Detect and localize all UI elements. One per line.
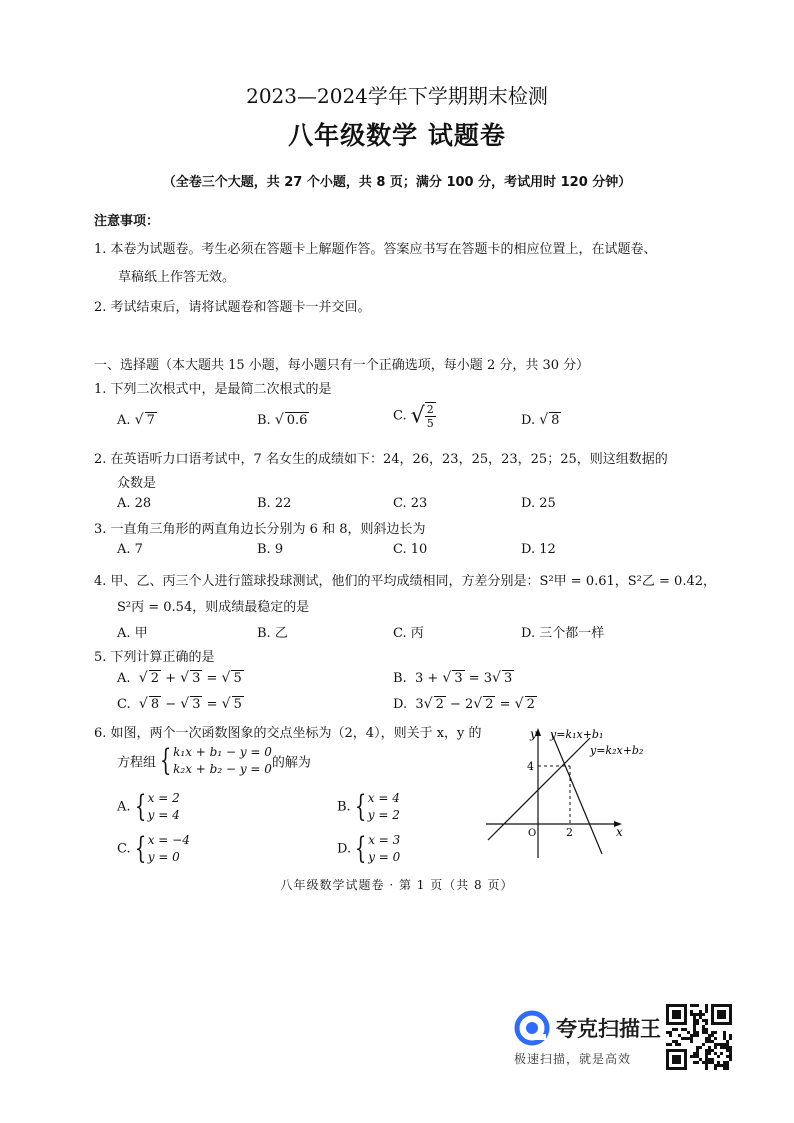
tick-label-2: 2 [566,826,573,839]
q2-option-d: D. 25 [521,496,556,511]
exam-subject-title: 八年级数学 试题卷 [288,121,506,150]
watermark-slogan: 极速扫描，就是高效 [514,1052,632,1066]
notice-item-2: 2. 考试结束后，请将试题卷和答题卡一并交回。 [94,300,371,315]
q6-stem-line-2: 方程组 { k₁x + b₁ − y = 0 k₂x + b₂ − y = 0 的解为 [117,743,311,778]
q1-option-a: A. √ 7 [117,412,155,428]
q1-option-d: D. √ 8 [521,412,560,428]
q2-stem-line-1: 2. 在英语听力口语考试中，7 名女生的成绩如下：24，26，23，25，23，25；25，则这组数据的 [94,452,668,467]
q6-equation-1: k₁x + b₁ − y = 0 [173,745,272,759]
q6-function-graph [478,722,648,862]
q4-option-a: A. 甲 [117,626,148,641]
q2-option-b: B. 22 [257,496,292,511]
variance-yi: S²乙 = 0.42， [627,574,717,589]
q2-option-a: A. 28 [117,496,152,511]
exam-info: （全卷三个大题，共 27 个小题，共 8 页；满分 100 分，考试用时 120 分钟） [162,175,632,190]
notice-item-1-line-1: 1. 本卷为试题卷。考生必须在答题卡上解题作答。答案应书写在答题卡的相应位置上，在试题卷、 [94,242,657,257]
variance-jia: S²甲 = 0.61， [539,574,628,589]
q6-equation-2: k₂x + b₂ − y = 0 [173,762,272,776]
watermark-brand: 夸克扫描王 [556,1017,661,1041]
q5-option-d: D. 3√ 2 − 2√ 2 = √ 2 [393,696,535,712]
q6-option-d: D. { x = 3 y = 0 [337,831,401,866]
origin-label: O [528,828,537,839]
q6-option-c: C. { x = −4 y = 0 [117,831,190,866]
x-axis-label: x [616,825,623,839]
q1-option-b: B. √ 0.6 [257,412,308,428]
q3-option-a: A. 7 [117,542,143,557]
q3-option-c: C. 10 [393,542,428,557]
q6-stem-line-1: 6. 如图，两个一次函数图象的交点坐标为（2，4），则关于 x，y 的 [94,726,482,741]
q5-stem: 5. 下列计算正确的是 [94,650,215,665]
q1-stem: 1. 下列二次根式中，是最简二次根式的是 [94,382,332,397]
q4-stem-line-1: 4. 甲、乙、丙三个人进行篮球投球测试，他们的平均成绩相同，方差分别是：S²甲 = 0.61，S²乙 = 0.42， [94,574,717,589]
q1-option-c: C. √ $\frac{2}{5}$ [393,403,434,430]
quark-scanner-logo-icon [514,1010,550,1046]
y-axis-label: y [530,727,537,741]
q4-option-b: B. 乙 [257,626,288,641]
q6-option-b: B. { x = 4 y = 2 [337,789,400,824]
tick-label-4: 4 [527,760,534,773]
page-footer: 八年级数学试题卷 · 第 1 页（共 8 页） [280,878,514,892]
exam-year-title: 2023—2024学年下学期期末检测 [246,84,548,108]
q5-option-b: B. 3 + √ 3 = 3√ 3 [393,670,513,686]
q5-option-c: C. √ 8 − √ 3 = √ 5 [117,696,242,712]
q3-stem: 3. 一直角三角形的两直角边长分别为 6 和 8，则斜边长为 [94,522,426,537]
notice-heading: 注意事项： [94,214,160,229]
q3-option-d: D. 12 [521,542,556,557]
qr-code-icon [666,1004,732,1070]
notice-item-1-line-2: 草稿纸上作答无效。 [118,270,236,285]
q2-stem-line-2: 众数是 [117,476,157,491]
q2-option-c: C. 23 [393,496,428,511]
q4-option-d: D. 三个都一样 [521,626,605,641]
q6-option-a: A. { x = 2 y = 4 [117,789,180,824]
q5-option-a: A. √ 2 + √ 3 = √ 5 [117,670,242,686]
section-1-heading: 一、选择题（本大题共 15 小题，每小题只有一个正确选项，每小题 2 分，共 30 分） [94,358,590,373]
line-k2-label: y=k₂x+b₂ [590,744,644,757]
q3-option-b: B. 9 [257,542,284,557]
line-k1-label: y=k₁x+b₁ [550,728,604,741]
q4-stem-line-2: S²丙 = 0.54，则成绩最稳定的是 [117,600,310,615]
q4-option-c: C. 丙 [393,626,424,641]
